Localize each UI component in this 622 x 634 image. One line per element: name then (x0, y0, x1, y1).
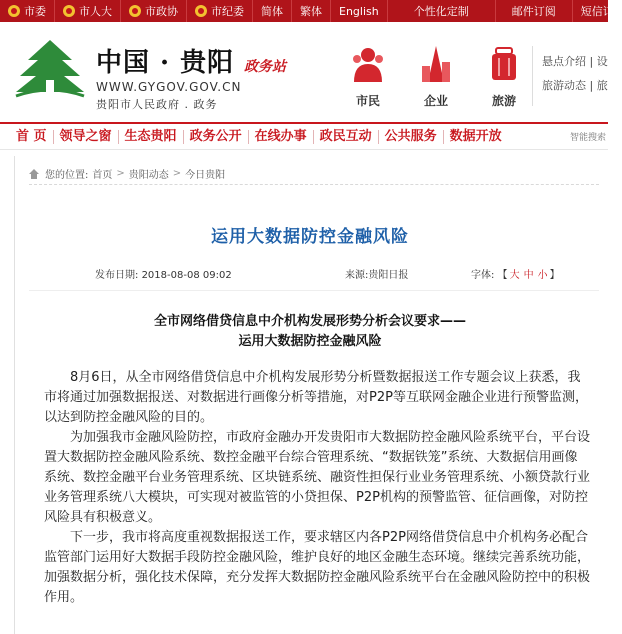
emblem-icon (129, 5, 141, 17)
smart-search-link[interactable]: 智能搜索 (569, 133, 606, 143)
topbar-label: 邮件订阅 (511, 5, 556, 18)
topbar-label: 市人大 (79, 5, 112, 18)
nav-tab-open-data[interactable]: 数据开放 (449, 128, 502, 144)
breadcrumb-separator: > (116, 168, 125, 179)
site-header (0, 22, 608, 120)
tourism-icon (484, 44, 524, 84)
topbar-item-customize[interactable] (388, 0, 496, 22)
font-size-label: 字体: (471, 270, 495, 281)
topbar-label: 繁体 (300, 5, 322, 18)
breadcrumb-prefix: 您的位置: (45, 170, 89, 181)
topbar-label: 个性化定制 (413, 5, 469, 18)
article-body (44, 368, 590, 608)
topbar-item-party-committee[interactable] (0, 0, 55, 22)
article-title: 运用大数据防控金融风险 (211, 227, 409, 247)
nav-tab-eco-guiyang[interactable]: 生态贵阳 (119, 130, 184, 144)
topbar-label: 市政协 (145, 5, 178, 18)
article-meta (15, 266, 605, 280)
article-subtitle-line: 全市网络借贷信息中介机构发展形势分析会议要求—— (153, 314, 466, 329)
nav-tab-public-services[interactable]: 公共服务 (379, 130, 444, 144)
article-source (345, 266, 408, 281)
nav-tab-online-services[interactable]: 在线办事 (249, 130, 314, 144)
topbar-item-simplified[interactable] (253, 0, 292, 22)
article-subtitle (15, 312, 605, 352)
nav-tab-home[interactable]: 首 页 (0, 130, 54, 144)
breadcrumb-item-home[interactable]: 首页 (92, 170, 113, 181)
topbar-label: 市纪委 (211, 5, 244, 18)
enterprise-icon (416, 44, 456, 84)
topbar-item-sms-subscribe[interactable] (573, 0, 622, 22)
topbar-item-traditional[interactable] (292, 0, 331, 22)
article-subtitle-line: 运用大数据防控金融风险 (238, 334, 382, 349)
emblem-icon (195, 5, 207, 17)
font-size-large[interactable]: 大 (509, 270, 520, 281)
article-paragraph: 8月6日，从全市网络借贷信息中介机构发展形势分析暨数据报送工作专题会议上获悉，我市将通过加强数据报送、对数据进行画像分析等措施，对P2P等互联网金融企业进行预警监测，以达到防控金融风险的目的。 (44, 370, 588, 425)
meta-divider (29, 290, 599, 291)
topbar-label: 短信订 (580, 5, 614, 18)
site-title: 中国 · 贵阳 (96, 48, 235, 78)
nav-tab-leaders[interactable]: 领导之窗 (54, 130, 119, 144)
font-size-small[interactable]: 小 (537, 270, 548, 281)
breadcrumb-separator: > (172, 168, 182, 179)
source-value: 贵阳日报 (368, 270, 409, 281)
citizen-icon (348, 44, 388, 84)
top-bar (0, 0, 614, 22)
topbar-item-discipline[interactable] (187, 0, 253, 22)
location-icon (29, 169, 39, 179)
site-url: WWW.GYGOV.GOV.CN (96, 80, 242, 94)
topbar-item-mail-subscribe[interactable] (496, 0, 573, 22)
audience-enterprise[interactable] (406, 44, 466, 109)
source-label: 来源: (345, 270, 369, 281)
publish-date-value: 2018-08-08 09:02 (141, 270, 232, 281)
publish-date (95, 266, 232, 281)
nav-tab-interaction[interactable]: 政民互动 (314, 130, 379, 144)
breadcrumb-item-news[interactable]: 贵阳动态 (128, 170, 169, 181)
audience-label: 市民 (355, 94, 380, 108)
header-link[interactable]: 旅游动态 | 旅 (542, 79, 608, 92)
article-paragraph: 下一步，我市将高度重视数据报送工作，要求辖区内各P2P网络借贷信息中介机构务必配合监管部门运用好大数据手段防控金融风险，维护良好的地区金融生态环境。继续完善系统功能，加强数据分析，强化技术保障，充分发挥大数据防控金融风险系统平台在金融风险防控中的积极作用。 (44, 530, 591, 605)
article-paragraph: 为加强我市金融风险防控，市政府金融办开发贵阳市大数据防控金融风险系统平台，平台设置大数据防控金融风险系统、数控金融平台综合管理系统、“数据铁笼”系统、大数据信用画像系统、数控金融平台业务管理系统、区块链系统、融资性担保行业业务管理系统、小额贷款行业业务管理系统八大模块，可实现对被监管的小贷担保、P2P机构的预警监管、征信画像，对防控风险具有积极意义。 (44, 430, 591, 525)
site-subtitle: 贵阳市人民政府 . 政务 (96, 98, 218, 111)
topbar-label: 简体 (261, 5, 283, 18)
audience-label: 旅游 (491, 94, 516, 108)
site-logo[interactable] (10, 36, 90, 100)
breadcrumb (29, 166, 225, 181)
font-size-medium[interactable]: 中 (523, 270, 534, 281)
header-divider (532, 46, 533, 106)
site-badge: 政务站 (244, 59, 286, 75)
topbar-item-npc[interactable] (55, 0, 121, 22)
font-size-switcher: 字体: 【 大 中 小 】 (471, 270, 560, 281)
audience-label: 企业 (423, 94, 448, 108)
topbar-item-cppcc[interactable] (121, 0, 187, 22)
nav-tab-gov-affairs[interactable]: 政务公开 (184, 130, 249, 144)
publish-date-label: 发布日期: (95, 270, 139, 281)
breadcrumb-item-today[interactable]: 今日贵阳 (185, 170, 226, 181)
main-nav (0, 122, 608, 150)
topbar-label: 市委 (24, 5, 46, 18)
header-link[interactable]: 悬点介绍 | 设 (542, 55, 608, 68)
topbar-item-english[interactable] (331, 0, 388, 22)
topbar-label: English (339, 4, 379, 18)
audience-citizen[interactable] (338, 44, 398, 109)
emblem-icon (63, 5, 75, 17)
breadcrumb-divider (29, 184, 599, 185)
audience-tourism[interactable] (474, 44, 534, 109)
emblem-icon (8, 5, 20, 17)
header-links (542, 50, 608, 98)
